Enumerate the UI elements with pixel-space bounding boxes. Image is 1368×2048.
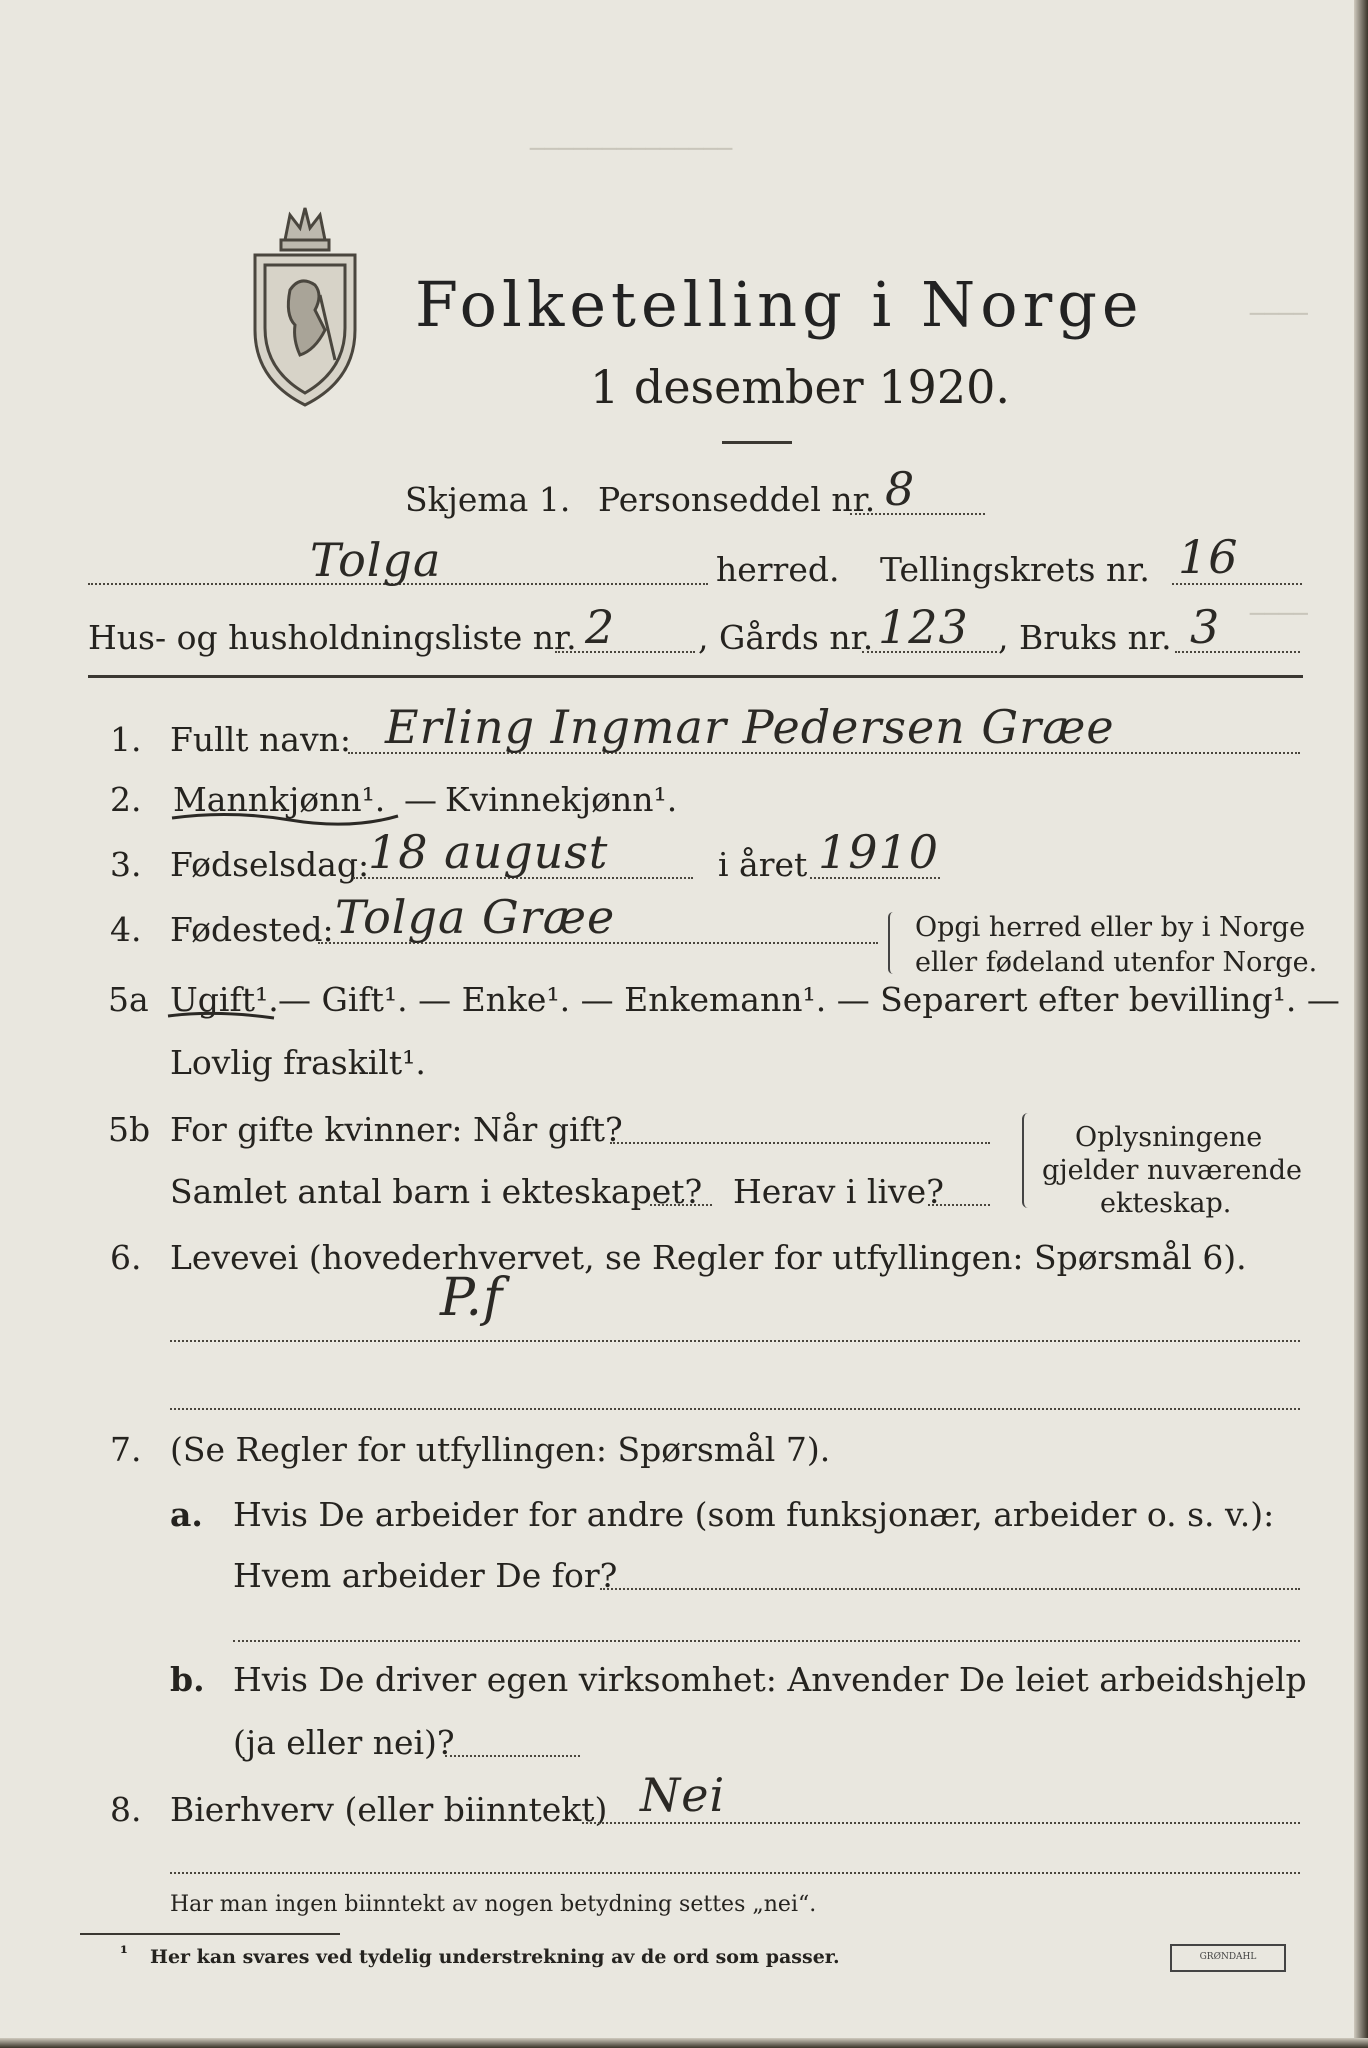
q7-number: 7. xyxy=(110,1430,142,1469)
q1-label: Fullt navn: xyxy=(170,720,351,759)
footnote-mark: ¹ xyxy=(120,1943,128,1964)
title-divider xyxy=(722,441,792,444)
note-brace xyxy=(888,912,898,974)
occupation-field-line xyxy=(170,1340,1300,1342)
occupation-value[interactable]: P.f xyxy=(440,1268,504,1328)
q1-number: 1. xyxy=(110,720,142,759)
employer-field-line-2 xyxy=(233,1640,1300,1642)
form-title: Folketelling i Norge xyxy=(415,268,1144,341)
q7b-number: b. xyxy=(170,1660,205,1699)
birthdate-value[interactable]: 18 august xyxy=(368,825,609,879)
side-income-field-line xyxy=(582,1822,1300,1824)
q8-number: 8. xyxy=(110,1790,142,1829)
bleed-through-text: ──── xyxy=(1250,300,1308,328)
birthplace-note-line1: Opgi herred eller by i Norge xyxy=(915,912,1306,943)
q6-number: 6. xyxy=(110,1238,142,1277)
unmarried-option[interactable]: Ugift¹. xyxy=(170,980,279,1019)
personseddel-label: Personseddel nr. xyxy=(598,480,876,519)
husliste-label: Hus- og husholdningsliste nr. xyxy=(88,618,577,657)
female-option[interactable]: Kvinnekjønn¹. xyxy=(445,780,678,819)
footnote-rule xyxy=(80,1933,340,1935)
printer-stamp: GRØNDAHL xyxy=(1170,1944,1286,1972)
bruks-value[interactable]: 3 xyxy=(1190,600,1221,654)
census-date: 1 desember 1920. xyxy=(590,360,1010,414)
scan-edge xyxy=(0,2038,1368,2048)
q3-number: 3. xyxy=(110,845,142,884)
gards-value[interactable]: 123 xyxy=(878,600,969,654)
q7a-question: Hvis De arbeider for andre (som funksjonær, arbeider o. s. v.): xyxy=(233,1495,1275,1534)
q2-number: 2. xyxy=(110,780,142,819)
q4-number: 4. xyxy=(110,910,142,949)
year-label: i året xyxy=(718,845,808,884)
children-total-field-line xyxy=(650,1204,712,1206)
hired-help-field-line xyxy=(445,1755,580,1757)
employer-field-line xyxy=(600,1588,1300,1590)
note-brace xyxy=(1022,1113,1034,1208)
q8-label: Bierhverv (eller biinntekt) xyxy=(170,1790,608,1829)
herred-label: herred. xyxy=(716,550,840,589)
marital-options[interactable]: — Gift¹. — Enke¹. — Enkemann¹. — Separert efter bevilling¹. — xyxy=(278,980,1340,1019)
side-income-value[interactable]: Nei xyxy=(640,1768,726,1822)
husliste-field-line xyxy=(555,651,695,653)
children-total-label: Samlet antal barn i ekteskapet? xyxy=(170,1172,703,1211)
husliste-value[interactable]: 2 xyxy=(585,600,616,654)
when-married-label: For gifte kvinner: Når gift? xyxy=(170,1110,623,1149)
divorced-option[interactable]: Lovlig fraskilt¹. xyxy=(170,1043,426,1082)
q7b-question: Hvis De driver egen virksomhet: Anvender De leiet arbeidshjelp xyxy=(233,1660,1307,1699)
bleed-through-text: ────────────── xyxy=(530,135,733,163)
q5a-number: 5a xyxy=(108,980,149,1019)
unmarried-underline-mark xyxy=(166,1008,276,1024)
header-separator xyxy=(88,675,1303,678)
q2-separator: — xyxy=(404,780,437,819)
side-income-field-line-2 xyxy=(170,1872,1300,1874)
q4-label: Fødested: xyxy=(170,910,334,949)
children-alive-field-line xyxy=(928,1204,990,1206)
personseddel-value[interactable]: 8 xyxy=(885,462,916,516)
full-name-value[interactable]: Erling Ingmar Pedersen Græe xyxy=(385,700,1115,754)
birthplace-note-line2: eller fødeland utenfor Norge. xyxy=(915,947,1318,978)
personseddel-field-line xyxy=(850,513,985,515)
male-underline-mark xyxy=(170,808,400,828)
birthyear-value[interactable]: 1910 xyxy=(818,825,940,879)
q3-label: Fødselsdag: xyxy=(170,845,370,884)
when-married-field-line xyxy=(610,1142,990,1144)
bleed-through-text: ──── xyxy=(1250,600,1308,628)
occupation-field-line-2 xyxy=(170,1408,1300,1410)
schema-label: Skjema 1. xyxy=(405,480,571,519)
q6-label: Levevei (hovederhvervet, se Regler for utfyllingen: Spørsmål 6). xyxy=(170,1238,1247,1277)
q7b-answer-label: (ja eller nei)? xyxy=(233,1723,455,1762)
marriage-note-line3: ekteskap. xyxy=(1100,1188,1232,1219)
footnote-text: Her kan svares ved tydelig understrekning av de ord som passer. xyxy=(150,1946,840,1968)
q7a-employer-label: Hvem arbeider De for? xyxy=(233,1556,618,1595)
footer-note: Har man ingen biinntekt av nogen betydning settes „nei“. xyxy=(170,1892,817,1917)
herred-value[interactable]: Tolga xyxy=(310,533,442,587)
children-alive-label: Herav i live? xyxy=(733,1172,944,1211)
tellingskrets-label: Tellingskrets nr. xyxy=(880,550,1150,589)
tellingskrets-value[interactable]: 16 xyxy=(1178,530,1239,584)
scan-edge xyxy=(1354,0,1368,2048)
bruks-label: , Bruks nr. xyxy=(998,618,1172,657)
marriage-note-line2: gjelder nuværende xyxy=(1042,1155,1302,1186)
q7-label: (Se Regler for utfyllingen: Spørsmål 7). xyxy=(170,1430,831,1469)
gards-label: , Gårds nr. xyxy=(698,618,874,657)
norwegian-coat-of-arms-icon xyxy=(245,200,365,410)
male-option[interactable]: Mannkjønn¹. xyxy=(173,780,386,819)
q7a-number: a. xyxy=(170,1495,203,1534)
marriage-note-line1: Oplysningene xyxy=(1075,1122,1263,1153)
birthplace-value[interactable]: Tolga Græe xyxy=(335,890,616,944)
q5b-number: 5b xyxy=(108,1110,151,1149)
